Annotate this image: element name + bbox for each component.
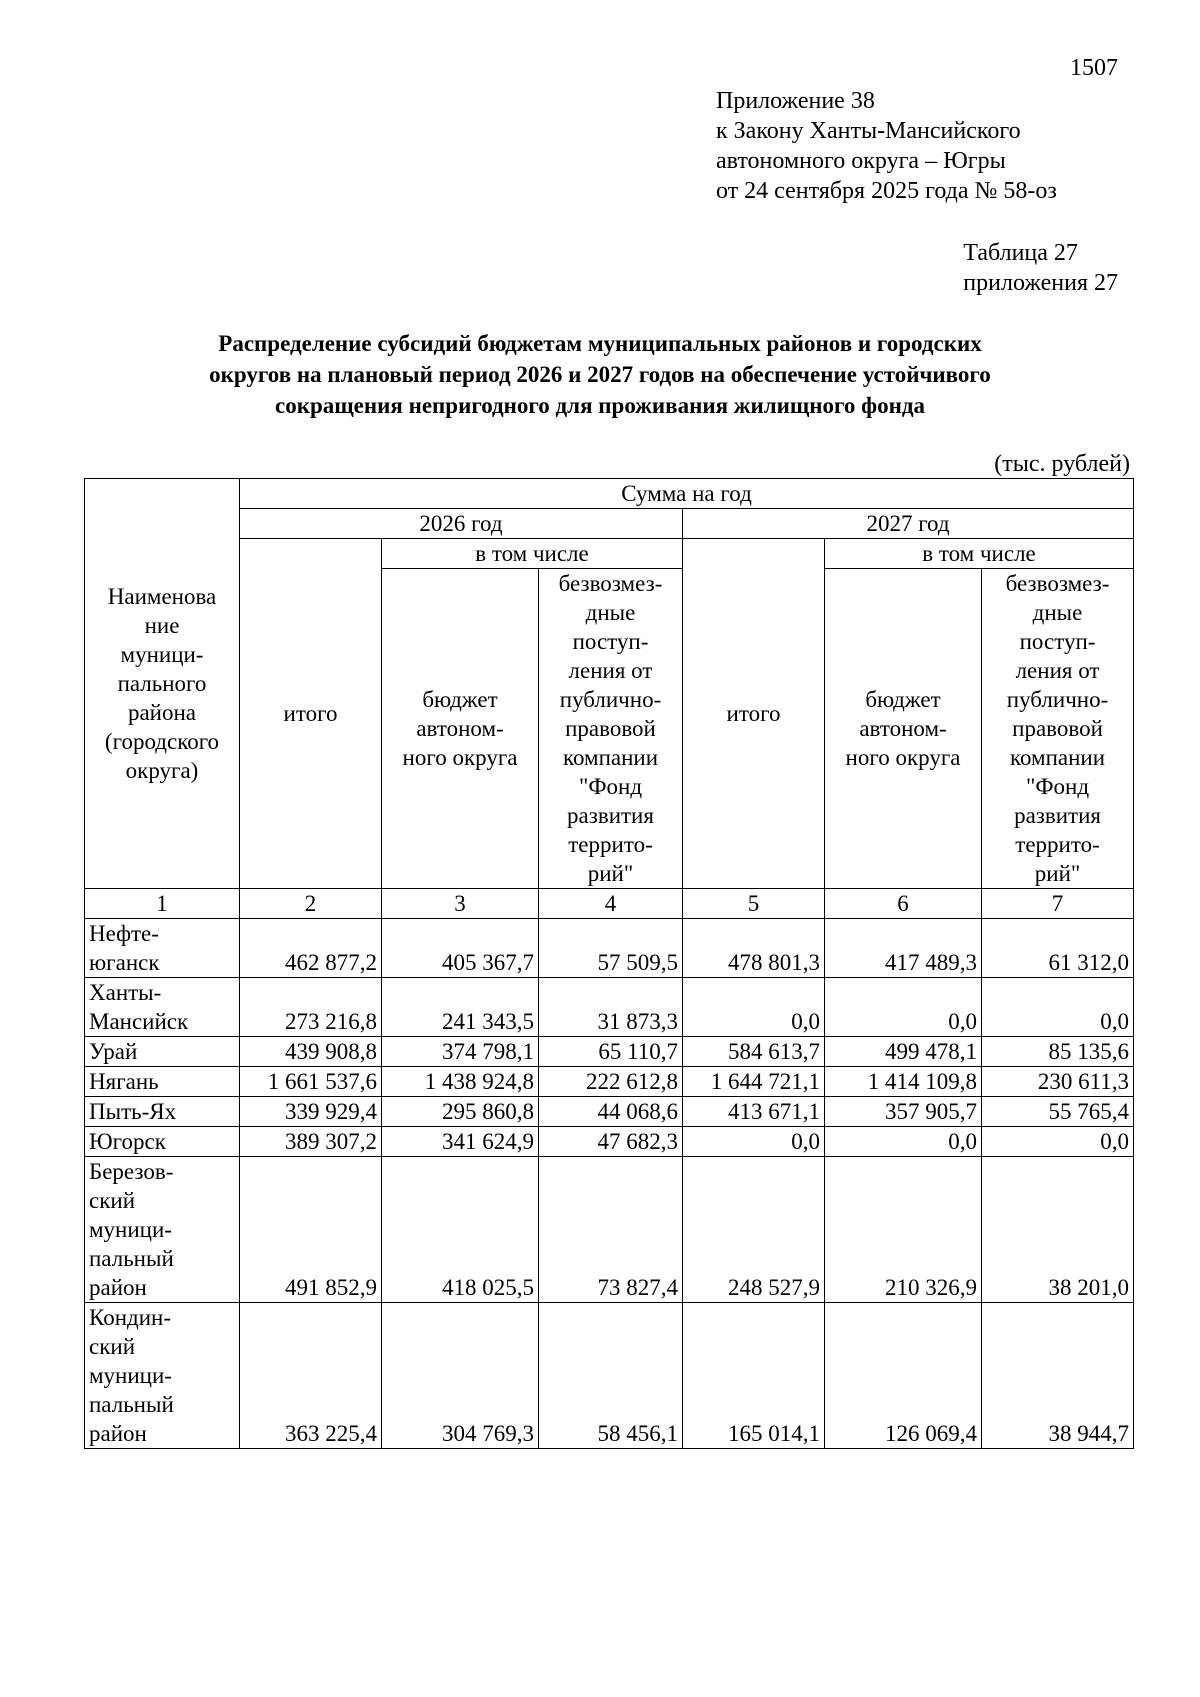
municipality-name-cell [85, 1303, 240, 1449]
municipality-name-cell [85, 978, 240, 1037]
value-cell: 230 611,3 [982, 1067, 1134, 1097]
value-cell: 38 944,7 [982, 1303, 1134, 1449]
value-cell: 38 201,0 [982, 1157, 1134, 1303]
header-including-2026: в том числе [382, 539, 683, 569]
value-cell: 44 068,6 [539, 1097, 683, 1127]
value-cell: 85 135,6 [982, 1037, 1134, 1067]
units-label: (тыс. рублей) [994, 451, 1130, 477]
value-cell: 491 852,9 [240, 1157, 382, 1303]
column-number-cell: 5 [683, 889, 825, 919]
municipality-name: Нягань [89, 1069, 159, 1094]
municipality-name-cell [85, 919, 240, 978]
appendix-line: к Закону Ханты-Мансийского [716, 118, 1021, 144]
value-cell: 418 025,5 [382, 1157, 539, 1303]
column-number-row [85, 889, 1134, 919]
header-row [85, 509, 1134, 539]
municipality-name: Югорск [89, 1129, 166, 1154]
value-cell: 165 014,1 [683, 1303, 825, 1449]
header-row [85, 539, 1134, 569]
value-cell: 73 827,4 [539, 1157, 683, 1303]
title-line: сокращения непригодного для проживания жилищного фонда [275, 393, 925, 418]
municipality-name-cell [85, 1157, 240, 1303]
value-cell: 478 801,3 [683, 919, 825, 978]
value-cell: 222 612,8 [539, 1067, 683, 1097]
appendix-line: Приложение 38 [716, 88, 875, 114]
table-row [85, 978, 1134, 1037]
value-cell: 58 456,1 [539, 1303, 683, 1449]
municipality-name: Березов- ский муници- пальный район [89, 1159, 174, 1300]
table-row [85, 1067, 1134, 1097]
value-cell: 126 069,4 [825, 1303, 982, 1449]
municipality-name: Урай [89, 1039, 138, 1064]
header-including-2027: в том числе [825, 539, 1134, 569]
header-okrug-budget-2026: бюджет автоном- ного округа [382, 569, 539, 889]
header-name-column: Наименова ние муници- пального района (городского округа) [85, 479, 240, 889]
header-total-2026: итого [240, 539, 382, 889]
value-cell: 0,0 [982, 978, 1134, 1037]
value-cell: 1 661 537,6 [240, 1067, 382, 1097]
value-cell: 417 489,3 [825, 919, 982, 978]
table-row [85, 1097, 1134, 1127]
column-number-cell: 3 [382, 889, 539, 919]
column-number-cell: 2 [240, 889, 382, 919]
value-cell: 389 307,2 [240, 1127, 382, 1157]
value-cell: 413 671,1 [683, 1097, 825, 1127]
value-cell: 31 873,3 [539, 978, 683, 1037]
value-cell: 0,0 [982, 1127, 1134, 1157]
value-cell: 210 326,9 [825, 1157, 982, 1303]
table-row [85, 919, 1134, 978]
appendix-line: автономного округа – Югры [716, 148, 1006, 174]
header-total-2027: итого [683, 539, 825, 889]
table-ref-line: Таблица 27 [963, 240, 1078, 266]
value-cell: 405 367,7 [382, 919, 539, 978]
value-cell: 339 929,4 [240, 1097, 382, 1127]
header-sum-per-year: Сумма на год [240, 479, 1134, 509]
header-fund-2027: безвозмез- дные поступ- ления от публично- правовой компании "Фонд развития террито- рий" [982, 569, 1134, 889]
appendix-line: от 24 сентября 2025 года № 58-оз [716, 178, 1057, 204]
value-cell: 357 905,7 [825, 1097, 982, 1127]
table-row [85, 1303, 1134, 1449]
column-number-cell: 1 [85, 889, 240, 919]
value-cell: 1 644 721,1 [683, 1067, 825, 1097]
column-number-cell: 6 [825, 889, 982, 919]
value-cell: 248 527,9 [683, 1157, 825, 1303]
value-cell: 341 624,9 [382, 1127, 539, 1157]
value-cell: 499 478,1 [825, 1037, 982, 1067]
municipality-name: Кондин- ский муници- пальный район [89, 1305, 174, 1446]
value-cell: 295 860,8 [382, 1097, 539, 1127]
value-cell: 0,0 [825, 1127, 982, 1157]
municipality-name: Пыть-Ях [89, 1099, 177, 1124]
value-cell: 363 225,4 [240, 1303, 382, 1449]
title-line: Распределение субсидий бюджетам муниципальных районов и городских [218, 331, 982, 356]
value-cell: 1 438 924,8 [382, 1067, 539, 1097]
table-ref-line: приложения 27 [963, 270, 1118, 296]
header-year-2027: 2027 год [683, 509, 1134, 539]
subsidy-table [84, 478, 1134, 1449]
table-row [85, 1157, 1134, 1303]
municipality-name-cell [85, 1037, 240, 1067]
value-cell: 65 110,7 [539, 1037, 683, 1067]
value-cell: 584 613,7 [683, 1037, 825, 1067]
municipality-name-cell [85, 1097, 240, 1127]
value-cell: 0,0 [825, 978, 982, 1037]
value-cell: 374 798,1 [382, 1037, 539, 1067]
value-cell: 47 682,3 [539, 1127, 683, 1157]
value-cell: 61 312,0 [982, 919, 1134, 978]
municipality-name: Ханты- Мансийск [89, 980, 189, 1034]
value-cell: 439 908,8 [240, 1037, 382, 1067]
header-okrug-budget-2027: бюджет автоном- ного округа [825, 569, 982, 889]
value-cell: 241 343,5 [382, 978, 539, 1037]
value-cell: 273 216,8 [240, 978, 382, 1037]
page-number: 1507 [1070, 55, 1118, 81]
municipality-name-cell [85, 1127, 240, 1157]
value-cell: 55 765,4 [982, 1097, 1134, 1127]
value-cell: 0,0 [683, 978, 825, 1037]
column-number-cell: 4 [539, 889, 683, 919]
title-line: округов на плановый период 2026 и 2027 годов на обеспечение устойчивого [209, 362, 991, 387]
municipality-name: Нефте- юганск [89, 921, 160, 975]
table-reference [963, 238, 1118, 298]
table-row [85, 1037, 1134, 1067]
column-number-cell: 7 [982, 889, 1134, 919]
value-cell: 304 769,3 [382, 1303, 539, 1449]
table-row [85, 1127, 1134, 1157]
table-body [85, 919, 1134, 1449]
value-cell: 0,0 [683, 1127, 825, 1157]
header-fund-2026: безвозмез- дные поступ- ления от публично- правовой компании "Фонд развития террито- рий" [539, 569, 683, 889]
header-year-2026: 2026 год [240, 509, 683, 539]
header-row [85, 479, 1134, 509]
value-cell: 1 414 109,8 [825, 1067, 982, 1097]
municipality-name-cell [85, 1067, 240, 1097]
document-title [150, 328, 1050, 421]
value-cell: 57 509,5 [539, 919, 683, 978]
appendix-reference [716, 86, 1057, 206]
value-cell: 462 877,2 [240, 919, 382, 978]
